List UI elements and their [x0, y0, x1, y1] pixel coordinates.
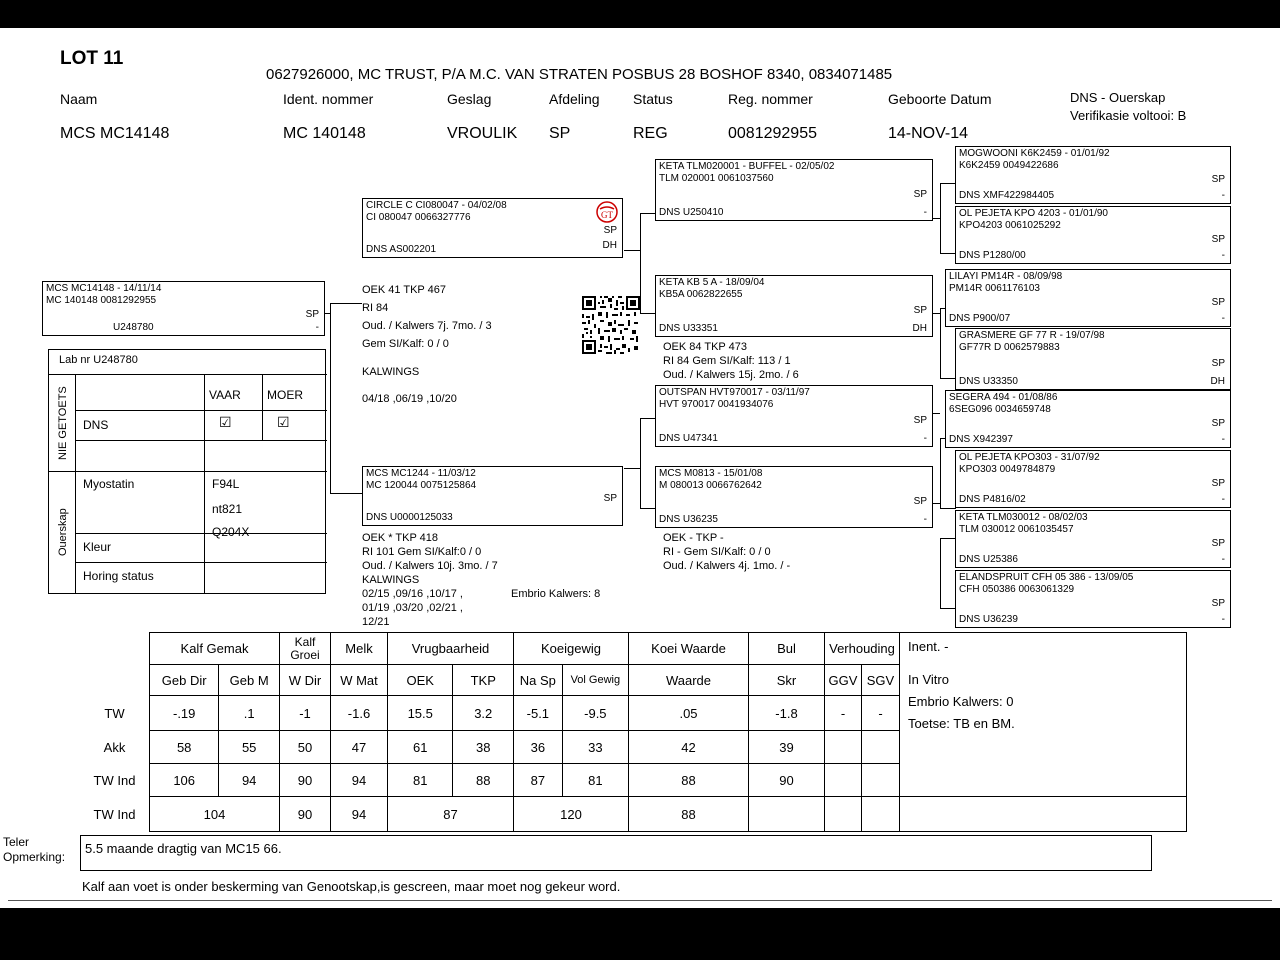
gen3-ident-3: GF77R D 0062579883 — [959, 342, 1060, 353]
gen3-card-6 — [955, 510, 1231, 568]
gen2-ident-0: TLM 020001 0061037560 — [659, 173, 774, 184]
gen3-dash-7: - — [1221, 614, 1225, 625]
gen3-ident-2: PM14R 0061176103 — [949, 283, 1040, 294]
twind-geb-dir: 106 — [150, 764, 219, 797]
sire-card — [362, 198, 623, 258]
gen3-dns-7: DNS U36239 — [959, 614, 1018, 625]
gen2-card-1 — [655, 275, 933, 337]
gen2-stat-1-0: OEK 84 TKP 473 — [663, 341, 747, 353]
gen2-sp-0: SP — [913, 189, 927, 200]
gen2-card-3 — [655, 466, 933, 528]
gen2-dash-0: - — [923, 207, 927, 218]
m-kalf-groei: 90 — [280, 797, 331, 832]
divider — [75, 440, 327, 441]
group-vrugbaarheid: Vrugbaarheid — [388, 633, 514, 665]
gen2-stat-3-2: Oud. / Kalwers 4j. 1mo. / - — [663, 560, 791, 572]
gen3-sp-3: SP — [1211, 358, 1225, 369]
m-vrugbaarheid: 87 — [388, 797, 514, 832]
connector — [624, 468, 640, 469]
label-naam: Naam — [60, 91, 98, 107]
footnote: Kalf aan voet is onder beskerming van Genootskap,is gescreen, maar moet nog gekeur word. — [82, 879, 621, 894]
lab-table — [48, 349, 326, 594]
gen2-dns-0: DNS U250410 — [659, 207, 724, 218]
gen3-title-1: OL PEJETA KPO 4203 - 01/01/90 — [959, 208, 1108, 219]
gen2-sp-2: SP — [913, 415, 927, 426]
gen3-sp-1: SP — [1211, 234, 1225, 245]
label-geboorte: Geboorte Datum — [888, 91, 992, 107]
twind-na-sp: 87 — [514, 764, 563, 797]
gen3-card-1 — [955, 206, 1231, 264]
akk-tkp: 38 — [453, 731, 514, 764]
gen3-dash-1: - — [1221, 250, 1225, 261]
gen3-ident-0: K6K2459 0049422686 — [959, 160, 1059, 171]
embrio-kalwers: Embrio Kalwers: 0 — [908, 694, 1014, 709]
sire-dns: DNS AS002201 — [366, 244, 437, 255]
akk-waarde: 42 — [629, 731, 749, 764]
connector — [940, 538, 941, 608]
table-group-header-row — [80, 633, 1187, 665]
gen2-stat-3-1: RI - Gem SI/Kalf: 0 / 0 — [663, 546, 771, 558]
twind-vol-gewig: 81 — [562, 764, 628, 797]
sub-oek: OEK — [388, 665, 453, 696]
dam-card — [362, 466, 623, 526]
connector — [940, 508, 956, 509]
group-koei-waarde: Koei Waarde — [629, 633, 749, 665]
akk-vol-gewig: 33 — [562, 731, 628, 764]
connector — [940, 183, 941, 253]
group-melk: Melk — [331, 633, 388, 665]
value-naam: MCS MC14148 — [60, 125, 170, 142]
gen3-dash-2: - — [1221, 313, 1225, 324]
divider — [75, 562, 327, 563]
gen3-ident-5: KPO303 0049784879 — [959, 464, 1056, 475]
teler-note: 5.5 maande dragtig van MC15 66. — [85, 841, 282, 856]
gen3-title-5: OL PEJETA KPO303 - 31/07/92 — [959, 452, 1100, 463]
twind-ggv — [825, 764, 862, 797]
dam-stat-0: OEK * TKP 418 — [362, 532, 439, 544]
dam-stat-4: 02/15 ,09/16 ,10/17 , — [362, 588, 463, 600]
gen3-title-0: MOGWOONI K6K2459 - 01/01/92 — [959, 148, 1110, 159]
tw-geb-m: .1 — [219, 696, 280, 731]
divider — [49, 374, 327, 375]
sire-stat-2: Oud. / Kalwers 7j. 7mo. / 3 — [362, 320, 492, 332]
gen3-dash-5: - — [1221, 494, 1225, 505]
gen3-title-4: SEGERA 494 - 01/08/86 — [949, 392, 1058, 403]
subject-sp: SP — [305, 309, 319, 320]
gen3-sp-2: SP — [1211, 297, 1225, 308]
connector — [330, 303, 331, 493]
gen3-title-6: KETA TLM030012 - 08/02/03 — [959, 512, 1088, 523]
svg-text:GT: GT — [601, 210, 613, 220]
m-koeigewig: 120 — [514, 797, 629, 832]
dam-stat-2: Oud. / Kalwers 10j. 3mo. / 7 — [362, 560, 498, 572]
sub-ggv: GGV — [825, 665, 862, 696]
dns-moer-check: ☑ — [277, 414, 290, 430]
twind-oek: 81 — [388, 764, 453, 797]
value-geboorte: 14-NOV-14 — [888, 125, 969, 142]
akk-ggv — [825, 731, 862, 764]
connector — [940, 608, 956, 609]
group-nie-getoets: Ouerskap — [57, 508, 69, 556]
table-row-twind-merged — [80, 797, 1187, 832]
gen3-dash-6: - — [1221, 554, 1225, 565]
tw-tkp: 3.2 — [453, 696, 514, 731]
gen3-dns-1: DNS P1280/00 — [959, 250, 1026, 261]
tw-skr: -1.8 — [749, 696, 825, 731]
m-bul — [749, 797, 825, 832]
teler-label-2: Opmerking: — [3, 850, 66, 864]
m-melk: 94 — [331, 797, 388, 832]
subject-card — [42, 281, 325, 336]
teler-label-1: Teler — [3, 835, 30, 849]
akk-geb-dir: 58 — [150, 731, 219, 764]
gen3-dash-4: - — [1221, 434, 1225, 445]
connector — [940, 308, 941, 378]
group-ouerskap: NIE GETOETS — [57, 386, 69, 460]
tw-waarde: .05 — [629, 696, 749, 731]
divider — [49, 471, 327, 472]
sub-geb-dir: Geb Dir — [150, 665, 219, 696]
label-ident: Ident. nommer — [283, 91, 374, 107]
gen3-dns-5: DNS P4816/02 — [959, 494, 1026, 505]
sire-ident: CI 080047 0066327776 — [366, 212, 471, 223]
gen2-ident-2: HVT 970017 0041934076 — [659, 399, 774, 410]
m-ggv — [825, 797, 862, 832]
label-status: Status — [633, 91, 673, 107]
dns-ouerskap-label: DNS - Ouerskap — [1070, 90, 1166, 105]
sub-sgv: SGV — [862, 665, 900, 696]
gen2-stat-1-2: Oud. / Kalwers 15j. 2mo. / 6 — [663, 369, 799, 381]
gen3-title-3: GRASMERE GF 77 R - 19/07/98 — [959, 330, 1105, 341]
gen2-ident-1: KB5A 0062822655 — [659, 289, 743, 300]
gen2-card-2 — [655, 385, 933, 447]
sire-stat-0: OEK 41 TKP 467 — [362, 284, 446, 296]
sire-stat-3: Gem SI/Kalf: 0 / 0 — [362, 338, 449, 350]
gen3-card-0 — [955, 146, 1231, 204]
tw-w-dir: -1 — [280, 696, 331, 731]
sub-vol-gewig: Vol Gewig — [562, 665, 628, 696]
dam-stat-6: 12/21 — [362, 616, 390, 628]
document-page — [0, 28, 1280, 908]
gen2-title-1: KETA KB 5 A - 18/09/04 — [659, 277, 765, 288]
connector — [940, 253, 956, 254]
gen3-dns-4: DNS X942397 — [949, 434, 1013, 445]
tw-w-mat: -1.6 — [331, 696, 388, 731]
value-ident: MC 140148 — [283, 125, 366, 142]
gen3-title-7: ELANDSPRUIT CFH 05 386 - 13/09/05 — [959, 572, 1134, 583]
connector — [624, 250, 640, 251]
group-kalf-gemak: Kalf Gemak — [150, 633, 280, 665]
toetse: Toetse: TB en BM. — [908, 716, 1015, 731]
divider — [262, 374, 263, 440]
verifikasie-label: Verifikasie voltooi: B — [1070, 108, 1187, 123]
tw-geb-dir: -.19 — [150, 696, 219, 731]
page-bottom-rule — [8, 900, 1272, 901]
connector — [940, 378, 956, 379]
row-label-kleur: Kleur — [83, 540, 112, 554]
sire-stat-4: KALWINGS — [362, 366, 420, 378]
twind-w-mat: 94 — [331, 764, 388, 797]
row-label-myostatin: Myostatin — [83, 477, 135, 491]
group-koeigewig: Koeigewig — [514, 633, 629, 665]
gen3-ident-1: KPO4203 0061025292 — [959, 220, 1061, 231]
divider — [75, 410, 327, 411]
twind-tkp: 88 — [453, 764, 514, 797]
qr-code — [582, 296, 640, 354]
gen3-ident-4: 6SEG096 0034659748 — [949, 404, 1051, 415]
divider — [75, 374, 76, 594]
twind-waarde: 88 — [629, 764, 749, 797]
sub-na-sp: Na Sp — [514, 665, 563, 696]
gen3-sp-7: SP — [1211, 598, 1225, 609]
tw-ggv: - — [825, 696, 862, 731]
value-status: REG — [633, 125, 668, 142]
row-label-tw: TW — [104, 705, 125, 721]
gen2-title-0: KETA TLM020001 - BUFFEL - 02/05/02 — [659, 161, 835, 172]
twind-geb-m: 94 — [219, 764, 280, 797]
dam-stat-5: 01/19 ,03/20 ,02/21 , — [362, 602, 463, 614]
gen3-dh-3: DH — [1210, 376, 1225, 387]
corner-cell — [80, 633, 150, 696]
subject-ident: MC 140148 0081292955 — [46, 295, 157, 306]
akk-na-sp: 36 — [514, 731, 563, 764]
subject-dns: U248780 — [113, 322, 154, 333]
gen2-sp-1: SP — [913, 305, 927, 316]
sub-skr: Skr — [749, 665, 825, 696]
connector — [640, 418, 641, 508]
gen3-dash-0: - — [1221, 190, 1225, 201]
connector — [330, 303, 362, 304]
myostatin-v2: nt821 — [212, 502, 243, 516]
label-afdeling: Afdeling — [549, 91, 600, 107]
gen2-ident-3: M 080013 0066762642 — [659, 480, 762, 491]
sub-w-mat: W Mat — [331, 665, 388, 696]
connector — [330, 493, 362, 494]
connector — [940, 183, 956, 184]
breeder-address: 0627926000, MC TRUST, P/A M.C. VAN STRATEN POSBUS 28 BOSHOF 8340, 0834071485 — [266, 66, 893, 83]
sire-sp: SP — [603, 225, 617, 236]
gen3-sp-0: SP — [1211, 174, 1225, 185]
twind-w-dir: 90 — [280, 764, 331, 797]
gen3-sp-4: SP — [1211, 418, 1225, 429]
sub-w-dir: W Dir — [280, 665, 331, 696]
gen3-ident-7: CFH 050386 0063061329 — [959, 584, 1075, 595]
dns-vaar-check: ☑ — [219, 414, 232, 430]
teler-note-box — [80, 835, 1152, 871]
dam-sp: SP — [603, 493, 617, 504]
tw-na-sp: -5.1 — [514, 696, 563, 731]
connector — [640, 213, 641, 313]
akk-oek: 61 — [388, 731, 453, 764]
gen2-dns-1: DNS U33351 — [659, 323, 718, 334]
sire-dh: DH — [602, 240, 617, 251]
subject-title: MCS MC14148 - 14/11/14 — [46, 283, 162, 294]
divider — [204, 374, 205, 594]
gen3-card-4 — [945, 390, 1231, 448]
m-kalf-gemak: 104 — [150, 797, 280, 832]
dam-ident: MC 120044 0075125864 — [366, 480, 477, 491]
group-kalf-groei: Kalf Groei — [280, 633, 331, 665]
value-afdeling: SP — [549, 125, 571, 142]
akk-w-mat: 47 — [331, 731, 388, 764]
gen3-card-3 — [955, 328, 1231, 390]
dam-embrio: Embrio Kalwers: 8 — [511, 588, 601, 600]
row-label-dns: DNS — [83, 418, 109, 432]
m-inent-spacer — [900, 797, 1187, 832]
row-label-twind: TW Ind — [93, 772, 136, 788]
group-bul: Bul — [749, 633, 825, 665]
gen3-dns-6: DNS U25386 — [959, 554, 1018, 565]
breed-logo-icon — [596, 201, 618, 223]
sub-geb-m: Geb M — [219, 665, 280, 696]
gen3-card-7 — [955, 570, 1231, 628]
lab-nr: Lab nr U248780 — [59, 354, 138, 366]
col-vaar: VAAR — [209, 388, 241, 402]
tw-vol-gewig: -9.5 — [562, 696, 628, 731]
gen2-stat-3-0: OEK - TKP - — [663, 532, 724, 544]
akk-geb-m: 55 — [219, 731, 280, 764]
row-label-twind-merged: TW Ind — [93, 806, 136, 822]
gen2-title-2: OUTSPAN HVT970017 - 03/11/97 — [659, 387, 810, 398]
gen2-dns-3: DNS U36235 — [659, 514, 718, 525]
divider — [75, 533, 327, 534]
dam-stat-3: KALWINGS — [362, 574, 420, 586]
m-koei-waarde: 88 — [629, 797, 749, 832]
row-label-horing: Horing status — [83, 569, 154, 583]
gen2-dash-2: - — [923, 433, 927, 444]
label-reg: Reg. nommer — [728, 91, 813, 107]
gen3-sp-6: SP — [1211, 538, 1225, 549]
akk-skr: 39 — [749, 731, 825, 764]
dam-dns: DNS U0000125033 — [366, 512, 453, 523]
col-moer: MOER — [267, 388, 303, 402]
sub-waarde: Waarde — [629, 665, 749, 696]
tw-oek: 15.5 — [388, 696, 453, 731]
tw-sgv: - — [862, 696, 900, 731]
gen3-card-2 — [945, 269, 1231, 327]
sire-stat-1: RI 84 — [362, 302, 389, 314]
gen3-dns-0: DNS XMF422984405 — [959, 190, 1055, 201]
group-verhouding: Verhouding — [825, 633, 900, 665]
inent-cell — [900, 633, 1187, 797]
myostatin-v3: Q204X — [212, 525, 250, 539]
akk-w-dir: 50 — [280, 731, 331, 764]
blup-table — [80, 632, 1187, 832]
gen2-card-0 — [655, 159, 933, 221]
gen2-dns-2: DNS U47341 — [659, 433, 718, 444]
gen2-sp-3: SP — [913, 496, 927, 507]
sub-tkp: TKP — [453, 665, 514, 696]
connector — [940, 538, 956, 539]
dam-stat-1: RI 101 Gem SI/Kalf:0 / 0 — [362, 546, 482, 558]
m-sgv — [862, 797, 900, 832]
gen3-title-2: LILAYI PM14R - 08/09/98 — [949, 271, 1063, 282]
gen2-dh-1: DH — [912, 323, 927, 334]
gen3-ident-6: TLM 030012 0061035457 — [959, 524, 1074, 535]
subject-dash: - — [315, 322, 319, 333]
gen3-dns-3: DNS U33350 — [959, 376, 1018, 387]
value-reg: 0081292955 — [728, 125, 817, 142]
gen3-card-5 — [955, 450, 1231, 508]
gen2-stat-1-1: RI 84 Gem SI/Kalf: 113 / 1 — [663, 355, 791, 367]
akk-sgv — [862, 731, 900, 764]
inent-label: Inent. - — [908, 639, 949, 654]
dam-title: MCS MC1244 - 11/03/12 — [366, 468, 476, 479]
sire-stat-5: 04/18 ,06/19 ,10/20 — [362, 393, 457, 405]
lot-title: LOT 11 — [60, 48, 124, 69]
connector — [940, 438, 941, 508]
gen2-title-3: MCS M0813 - 15/01/08 — [659, 468, 763, 479]
gen3-dns-2: DNS P900/07 — [949, 313, 1011, 324]
twind-sgv — [862, 764, 900, 797]
invitro-label: In Vitro — [908, 672, 949, 687]
sire-title: CIRCLE C CI080047 - 04/02/08 — [366, 200, 507, 211]
gen2-dash-3: - — [923, 514, 927, 525]
value-geslag: VROULIK — [447, 125, 518, 142]
gen3-sp-5: SP — [1211, 478, 1225, 489]
myostatin-v1: F94L — [212, 477, 240, 491]
row-label-akk: Akk — [103, 739, 126, 755]
twind-skr: 90 — [749, 764, 825, 797]
label-geslag: Geslag — [447, 91, 492, 107]
